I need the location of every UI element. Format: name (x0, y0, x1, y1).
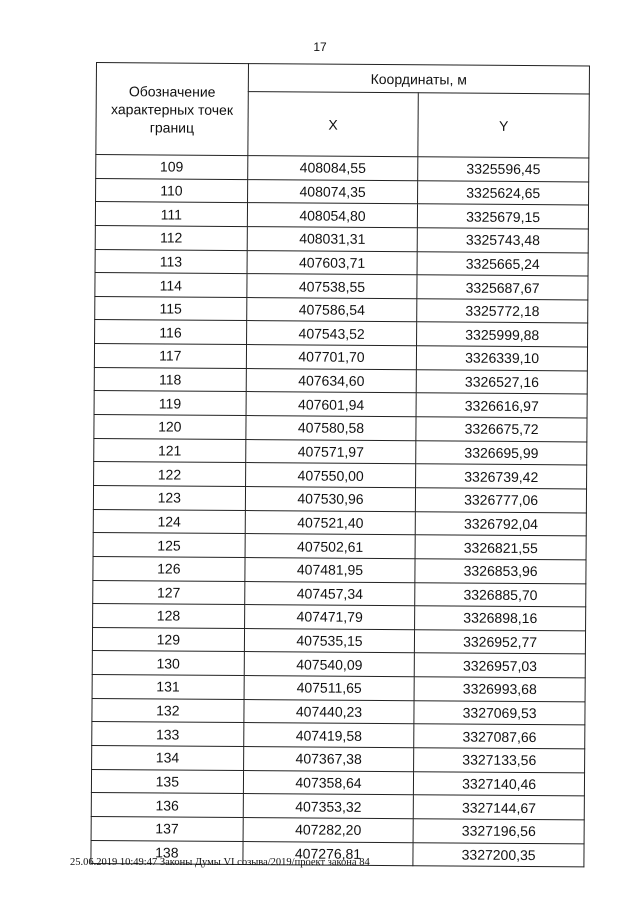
table-row (93, 533, 586, 560)
header-coordinates: Координаты, м (248, 64, 589, 94)
x-coordinate-cell: 407481,95 (245, 557, 416, 582)
x-coordinate-cell: 407502,61 (245, 534, 416, 559)
coordinates-table (90, 62, 590, 868)
x-coordinate-cell: 407535,15 (244, 628, 415, 653)
y-coordinate-cell: 3327087,66 (414, 724, 585, 749)
y-coordinate-cell: 3327133,56 (414, 748, 585, 773)
table-row (93, 556, 586, 583)
point-number-cell: 124 (93, 509, 245, 534)
table-row (91, 769, 584, 796)
y-coordinate-cell: 3327196,56 (413, 819, 584, 844)
x-coordinate-cell: 407276,81 (243, 841, 414, 866)
x-coordinate-cell: 407580,58 (246, 416, 417, 441)
y-coordinate-cell: 3326339,10 (417, 346, 588, 371)
point-number-cell: 116 (95, 320, 247, 345)
point-number-cell: 115 (95, 296, 247, 321)
x-coordinate-cell: 407540,09 (244, 652, 415, 677)
y-coordinate-cell: 3327140,46 (414, 771, 585, 796)
y-coordinate-cell: 3325679,15 (418, 204, 589, 229)
y-coordinate-cell: 3326616,97 (416, 393, 587, 418)
y-coordinate-cell: 3326527,16 (417, 370, 588, 395)
y-coordinate-cell: 3326777,06 (416, 488, 587, 513)
x-coordinate-cell: 407440,23 (244, 699, 415, 724)
y-coordinate-cell: 3326739,42 (416, 464, 587, 489)
table-row (93, 509, 586, 536)
table-row (92, 698, 585, 725)
x-coordinate-cell: 408074,35 (247, 179, 418, 204)
y-coordinate-cell: 3325999,88 (417, 322, 588, 347)
page-number: 17 (313, 40, 327, 54)
table-row (94, 344, 587, 371)
point-number-cell: 128 (93, 604, 245, 629)
table-row (94, 438, 587, 465)
table-row (92, 627, 585, 654)
x-coordinate-cell: 407530,96 (245, 487, 416, 512)
point-number-cell: 117 (94, 344, 246, 369)
x-coordinate-cell: 407457,34 (244, 581, 415, 606)
x-coordinate-cell: 407550,00 (245, 463, 416, 488)
x-coordinate-cell: 407358,64 (243, 770, 414, 795)
table-row (91, 793, 584, 820)
y-coordinate-cell: 3325665,24 (417, 251, 588, 276)
y-coordinate-cell: 3325596,45 (418, 157, 589, 182)
table-row (92, 722, 585, 749)
point-number-cell: 127 (93, 580, 245, 605)
table-header (96, 63, 590, 158)
table-row (92, 746, 585, 773)
y-coordinate-cell: 3326952,77 (415, 630, 586, 655)
y-coordinate-cell: 3325743,48 (418, 228, 589, 253)
point-number-cell: 130 (92, 651, 244, 676)
y-coordinate-cell: 3326885,70 (415, 582, 586, 607)
y-coordinate-cell: 3325687,67 (417, 275, 588, 300)
table-row (92, 675, 585, 702)
x-coordinate-cell: 407367,38 (243, 747, 414, 772)
point-number-cell: 114 (95, 273, 247, 298)
table-row (96, 155, 589, 182)
table-row (95, 202, 588, 229)
x-coordinate-cell: 407282,20 (243, 817, 414, 842)
x-coordinate-cell: 407521,40 (245, 510, 416, 535)
x-coordinate-cell: 407586,54 (246, 297, 417, 322)
y-coordinate-cell: 3327069,53 (414, 700, 585, 725)
x-coordinate-cell: 407471,79 (244, 605, 415, 630)
x-coordinate-cell: 407571,97 (245, 439, 416, 464)
point-number-cell: 133 (92, 722, 244, 747)
point-number-cell: 112 (95, 225, 247, 250)
x-coordinate-cell: 408031,31 (247, 226, 418, 251)
x-coordinate-cell: 407634,60 (246, 368, 417, 393)
y-coordinate-cell: 3326821,55 (415, 535, 586, 560)
point-number-cell: 132 (92, 698, 244, 723)
x-coordinate-cell: 407701,70 (246, 345, 417, 370)
table-row (92, 651, 585, 678)
table-row (94, 367, 587, 394)
y-coordinate-cell: 3325624,65 (418, 180, 589, 205)
point-number-cell: 123 (93, 485, 245, 510)
point-number-cell: 109 (96, 155, 248, 180)
table-row (93, 604, 586, 631)
header-designation: Обозначение характерных точек границ (96, 63, 248, 156)
table-row (96, 178, 589, 205)
x-coordinate-cell: 407603,71 (247, 250, 418, 275)
point-number-cell: 134 (92, 746, 244, 771)
x-coordinate-cell: 407511,65 (244, 676, 415, 701)
point-number-cell: 126 (93, 556, 245, 581)
point-number-cell: 121 (94, 438, 246, 463)
table-row (94, 462, 587, 489)
point-number-cell: 129 (92, 627, 244, 652)
table-body (91, 155, 589, 868)
table-row (95, 296, 588, 323)
y-coordinate-cell: 3327200,35 (413, 842, 584, 867)
table-row (95, 273, 588, 300)
y-coordinate-cell: 3327144,67 (414, 795, 585, 820)
y-coordinate-cell: 3326993,68 (414, 677, 585, 702)
point-number-cell: 120 (94, 415, 246, 440)
table-row (91, 816, 584, 843)
y-coordinate-cell: 3326853,96 (415, 559, 586, 584)
x-coordinate-cell: 408054,80 (247, 203, 418, 228)
table-row (94, 391, 587, 418)
point-number-cell: 110 (96, 178, 248, 203)
x-coordinate-cell: 407419,58 (243, 723, 414, 748)
table-row (95, 320, 588, 347)
point-number-cell: 118 (94, 367, 246, 392)
point-number-cell: 138 (91, 840, 243, 865)
y-coordinate-cell: 3326957,03 (415, 653, 586, 678)
point-number-cell: 135 (91, 769, 243, 794)
point-number-cell: 136 (91, 793, 243, 818)
x-coordinate-cell: 408084,55 (247, 156, 418, 181)
table-row (93, 485, 586, 512)
point-number-cell: 119 (94, 391, 246, 416)
point-number-cell: 137 (91, 816, 243, 841)
header-y: Y (418, 93, 589, 158)
y-coordinate-cell: 3326792,04 (416, 511, 587, 536)
x-coordinate-cell: 407538,55 (247, 274, 418, 299)
header-x: X (248, 92, 419, 157)
point-number-cell: 131 (92, 675, 244, 700)
table-row (95, 249, 588, 276)
x-coordinate-cell: 407353,32 (243, 794, 414, 819)
point-number-cell: 111 (95, 202, 247, 227)
point-number-cell: 113 (95, 249, 247, 274)
x-coordinate-cell: 407601,94 (246, 392, 417, 417)
table-row (95, 225, 588, 252)
y-coordinate-cell: 3326898,16 (415, 606, 586, 631)
document-footer: 25.06.2019 10:49:47 Законы Думы VI созыва/2019/проект закона 84 (70, 857, 370, 868)
point-number-cell: 125 (93, 533, 245, 558)
x-coordinate-cell: 407543,52 (246, 321, 417, 346)
y-coordinate-cell: 3326695,99 (416, 440, 587, 465)
point-number-cell: 122 (94, 462, 246, 487)
table-row (93, 580, 586, 607)
y-coordinate-cell: 3325772,18 (417, 299, 588, 324)
table-row (94, 415, 587, 442)
y-coordinate-cell: 3326675,72 (416, 417, 587, 442)
